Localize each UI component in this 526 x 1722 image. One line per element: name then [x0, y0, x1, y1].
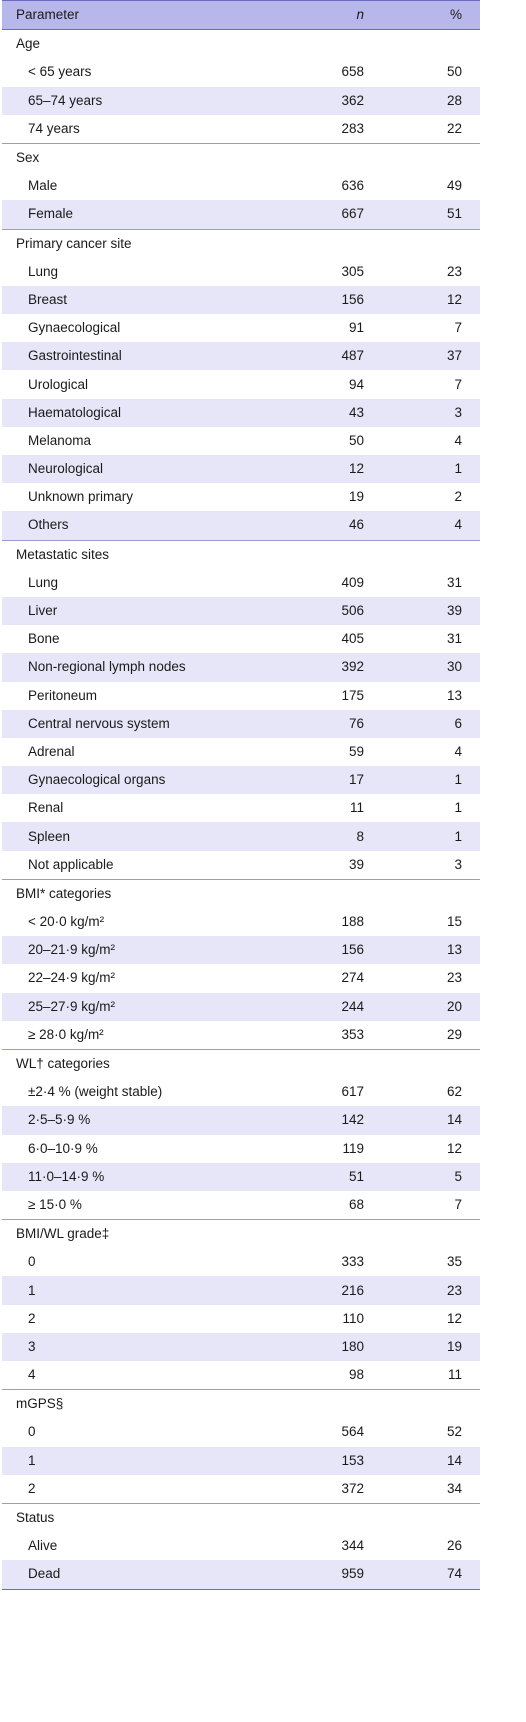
row-percent: 23	[446, 263, 462, 279]
row-n: 43	[304, 399, 364, 427]
table-row	[2, 1078, 480, 1106]
table-row	[2, 964, 480, 992]
table-row	[2, 1248, 480, 1276]
row-parameter: Adrenal	[28, 743, 75, 759]
row-parameter: 1	[2, 1447, 304, 1475]
row-percent: 2	[454, 489, 462, 505]
row-percent: 39	[364, 597, 480, 625]
row-percent: 1	[454, 800, 462, 816]
row-n: 119	[342, 1140, 364, 1156]
group-empty-cell	[304, 1220, 364, 1249]
row-n: 636	[341, 178, 364, 194]
row-percent: 15	[446, 914, 462, 930]
row-percent: 37	[364, 342, 480, 370]
table-row	[2, 258, 480, 286]
row-parameter: 65–74 years	[2, 87, 304, 115]
row-percent: 23	[364, 1276, 480, 1304]
row-parameter: Lung	[28, 263, 59, 279]
row-parameter: Bone	[28, 631, 60, 647]
table-row	[2, 738, 480, 766]
row-n: 110	[342, 1310, 364, 1326]
table-row	[2, 653, 480, 681]
table-row	[2, 1163, 480, 1191]
row-n: 180	[304, 1333, 364, 1361]
table-row	[2, 1361, 480, 1390]
row-percent: 13	[364, 936, 480, 964]
table-row	[2, 1021, 480, 1050]
table-row	[2, 427, 480, 455]
group-label: Primary cancer site	[2, 229, 304, 258]
row-n: 362	[304, 87, 364, 115]
row-parameter: 22–24·9 kg/m²	[28, 970, 116, 986]
row-percent: 20	[364, 993, 480, 1021]
row-percent: 22	[446, 120, 462, 136]
group-row	[2, 540, 480, 569]
group-row	[2, 1390, 480, 1419]
row-parameter: Others	[2, 511, 304, 540]
row-percent: 14	[364, 1447, 480, 1475]
row-parameter: 25–27·9 kg/m²	[2, 993, 304, 1021]
table-row	[2, 286, 480, 314]
row-percent: 4	[364, 511, 480, 540]
row-parameter: ≥ 28·0 kg/m²	[28, 1026, 104, 1042]
group-row	[2, 143, 480, 172]
table-row	[2, 1333, 480, 1361]
table-row	[2, 115, 480, 144]
row-parameter: 0	[28, 1254, 36, 1270]
row-n: 39	[348, 856, 364, 872]
table-row	[2, 511, 480, 540]
row-percent: 5	[364, 1163, 480, 1191]
row-parameter: 4	[28, 1367, 36, 1383]
row-parameter: Non-regional lymph nodes	[2, 653, 304, 681]
row-parameter: Alive	[28, 1538, 58, 1554]
row-percent: 51	[364, 200, 480, 229]
row-percent: 49	[446, 178, 462, 194]
row-n: 244	[304, 993, 364, 1021]
row-percent: 30	[364, 653, 480, 681]
row-n: 46	[304, 511, 364, 540]
group-label: Metastatic sites	[2, 540, 304, 569]
header-n: n	[304, 1, 364, 30]
table-row	[2, 200, 480, 229]
row-n: 405	[341, 631, 364, 647]
row-percent: 74	[364, 1560, 480, 1589]
row-parameter: 1	[2, 1276, 304, 1304]
row-n: 506	[304, 597, 364, 625]
row-percent: 52	[446, 1424, 462, 1440]
group-row	[2, 229, 480, 258]
row-n: 50	[348, 432, 364, 448]
row-parameter: 20–21·9 kg/m²	[2, 936, 304, 964]
group-empty-cell	[364, 540, 480, 569]
row-n: 564	[341, 1424, 364, 1440]
table-row	[2, 1106, 480, 1134]
row-percent: 7	[454, 1196, 462, 1212]
row-n: 333	[341, 1254, 364, 1270]
row-n: 94	[348, 376, 364, 392]
table-row	[2, 1475, 480, 1504]
group-label: BMI* categories	[2, 879, 304, 908]
row-n: 353	[341, 1026, 364, 1042]
table-row	[2, 993, 480, 1021]
row-parameter: Melanoma	[28, 432, 92, 448]
row-percent: 12	[446, 1140, 462, 1156]
row-n: 8	[304, 822, 364, 850]
table-row	[2, 625, 480, 653]
group-empty-cell	[364, 143, 480, 172]
row-n: 305	[341, 263, 364, 279]
table-row	[2, 483, 480, 511]
group-row	[2, 1503, 480, 1532]
row-n: 392	[304, 653, 364, 681]
row-parameter: 2	[28, 1310, 36, 1326]
row-percent: 7	[454, 376, 462, 392]
row-n: 51	[304, 1163, 364, 1191]
row-parameter: Haematological	[2, 399, 304, 427]
table-row	[2, 1560, 480, 1589]
group-empty-cell	[304, 1390, 364, 1419]
row-percent: 12	[446, 1310, 462, 1326]
row-parameter: ±2·4 % (weight stable)	[28, 1084, 163, 1100]
row-percent: 3	[364, 399, 480, 427]
row-n: 274	[341, 970, 364, 986]
table-row	[2, 58, 480, 86]
row-n: 156	[304, 936, 364, 964]
row-parameter: 2	[28, 1480, 36, 1496]
row-parameter: Liver	[2, 597, 304, 625]
group-row	[2, 1220, 480, 1249]
row-n: 667	[304, 200, 364, 229]
table-row	[2, 851, 480, 880]
group-empty-cell	[364, 1390, 480, 1419]
row-n: 142	[304, 1106, 364, 1134]
table-row	[2, 342, 480, 370]
group-label: Sex	[2, 143, 304, 172]
row-parameter: Urological	[28, 376, 89, 392]
table-row	[2, 87, 480, 115]
table-row	[2, 1447, 480, 1475]
group-empty-cell	[304, 143, 364, 172]
row-percent: 34	[446, 1480, 462, 1496]
table-row	[2, 794, 480, 822]
row-n: 188	[341, 914, 364, 930]
row-n: 91	[348, 320, 364, 336]
group-label: Age	[2, 30, 304, 59]
group-empty-cell	[364, 1049, 480, 1078]
row-n: 17	[304, 766, 364, 794]
row-percent: 6	[364, 710, 480, 738]
group-empty-cell	[364, 229, 480, 258]
table-row	[2, 766, 480, 794]
row-n: 959	[304, 1560, 364, 1589]
group-row	[2, 30, 480, 59]
group-row	[2, 879, 480, 908]
row-n: 98	[348, 1367, 364, 1383]
row-parameter: Peritoneum	[28, 687, 98, 703]
row-percent: 12	[364, 286, 480, 314]
row-n: 76	[304, 710, 364, 738]
table-body	[2, 30, 480, 1589]
row-parameter: Central nervous system	[2, 710, 304, 738]
group-empty-cell	[364, 879, 480, 908]
group-empty-cell	[304, 540, 364, 569]
row-parameter: < 20·0 kg/m²	[28, 914, 105, 930]
group-empty-cell	[364, 1503, 480, 1532]
row-percent: 28	[364, 87, 480, 115]
row-n: 11	[349, 800, 364, 816]
row-percent: 7	[454, 320, 462, 336]
row-parameter: 0	[28, 1424, 36, 1440]
table-row	[2, 710, 480, 738]
row-n: 216	[304, 1276, 364, 1304]
row-percent: 4	[454, 432, 462, 448]
group-label: Status	[2, 1503, 304, 1532]
row-percent: 3	[454, 856, 462, 872]
row-parameter: ≥ 15·0 %	[28, 1196, 82, 1212]
row-n: 487	[304, 342, 364, 370]
row-n: 59	[348, 743, 364, 759]
group-empty-cell	[364, 1220, 480, 1249]
table-row	[2, 1276, 480, 1304]
row-n: 283	[341, 120, 364, 136]
row-n: 409	[341, 574, 364, 590]
row-percent: 29	[446, 1026, 462, 1042]
row-n: 156	[304, 286, 364, 314]
row-parameter: Unknown primary	[28, 489, 134, 505]
row-percent: 1	[364, 455, 480, 483]
table-row	[2, 1418, 480, 1446]
row-parameter: 74 years	[28, 120, 80, 136]
row-n: 12	[304, 455, 364, 483]
group-row	[2, 1049, 480, 1078]
header-percent: %	[364, 1, 480, 30]
table-row	[2, 569, 480, 597]
row-n: 658	[341, 64, 364, 80]
row-n: 19	[348, 489, 364, 505]
group-empty-cell	[304, 1503, 364, 1532]
table-row	[2, 455, 480, 483]
table-row	[2, 1191, 480, 1220]
row-percent: 31	[446, 631, 462, 647]
group-label: WL† categories	[2, 1049, 304, 1078]
header-row	[2, 1, 480, 30]
row-parameter: Neurological	[2, 455, 304, 483]
row-n: 344	[341, 1538, 364, 1554]
row-parameter: Gynaecological	[28, 320, 121, 336]
row-n: 617	[341, 1084, 364, 1100]
data-table	[2, 0, 480, 1590]
row-percent: 31	[446, 574, 462, 590]
row-percent: 62	[446, 1084, 462, 1100]
row-parameter: Dead	[2, 1560, 304, 1589]
row-percent: 19	[364, 1333, 480, 1361]
row-parameter: Breast	[2, 286, 304, 314]
group-empty-cell	[304, 229, 364, 258]
row-percent: 14	[364, 1106, 480, 1134]
row-parameter: 11·0–14·9 %	[2, 1163, 304, 1191]
group-empty-cell	[304, 30, 364, 59]
table-header	[2, 1, 480, 30]
row-percent: 35	[446, 1254, 462, 1270]
row-parameter: < 65 years	[28, 64, 92, 80]
row-parameter: Female	[2, 200, 304, 229]
table-row	[2, 370, 480, 398]
row-parameter: Gastrointestinal	[2, 342, 304, 370]
row-percent: 1	[364, 822, 480, 850]
row-n: 153	[304, 1447, 364, 1475]
row-percent: 26	[446, 1538, 462, 1554]
row-percent: 23	[446, 970, 462, 986]
row-n: 372	[341, 1480, 364, 1496]
table-row	[2, 1305, 480, 1333]
row-parameter: Male	[28, 178, 58, 194]
row-parameter: Spleen	[2, 822, 304, 850]
table-row	[2, 1135, 480, 1163]
row-percent: 13	[446, 687, 462, 703]
table-row	[2, 314, 480, 342]
row-parameter: 2·5–5·9 %	[2, 1106, 304, 1134]
row-n: 68	[348, 1196, 364, 1212]
row-parameter: Gynaecological organs	[2, 766, 304, 794]
table-row	[2, 597, 480, 625]
row-percent: 4	[454, 743, 462, 759]
group-empty-cell	[364, 30, 480, 59]
table-row	[2, 399, 480, 427]
row-parameter: Lung	[28, 574, 59, 590]
row-percent: 11	[447, 1367, 462, 1383]
row-percent: 1	[364, 766, 480, 794]
group-label: mGPS§	[2, 1390, 304, 1419]
group-empty-cell	[304, 879, 364, 908]
group-label: BMI/WL grade‡	[2, 1220, 304, 1249]
group-empty-cell	[304, 1049, 364, 1078]
table-row	[2, 908, 480, 936]
table-row	[2, 682, 480, 710]
row-parameter: Renal	[28, 800, 64, 816]
row-parameter: 3	[2, 1333, 304, 1361]
table-row	[2, 172, 480, 200]
header-parameter: Parameter	[2, 1, 304, 30]
table-row	[2, 822, 480, 850]
row-percent: 50	[446, 64, 462, 80]
row-parameter: Not applicable	[28, 856, 114, 872]
row-n: 175	[341, 687, 364, 703]
table-row	[2, 1532, 480, 1560]
row-parameter: 6·0–10·9 %	[28, 1140, 98, 1156]
table-row	[2, 936, 480, 964]
